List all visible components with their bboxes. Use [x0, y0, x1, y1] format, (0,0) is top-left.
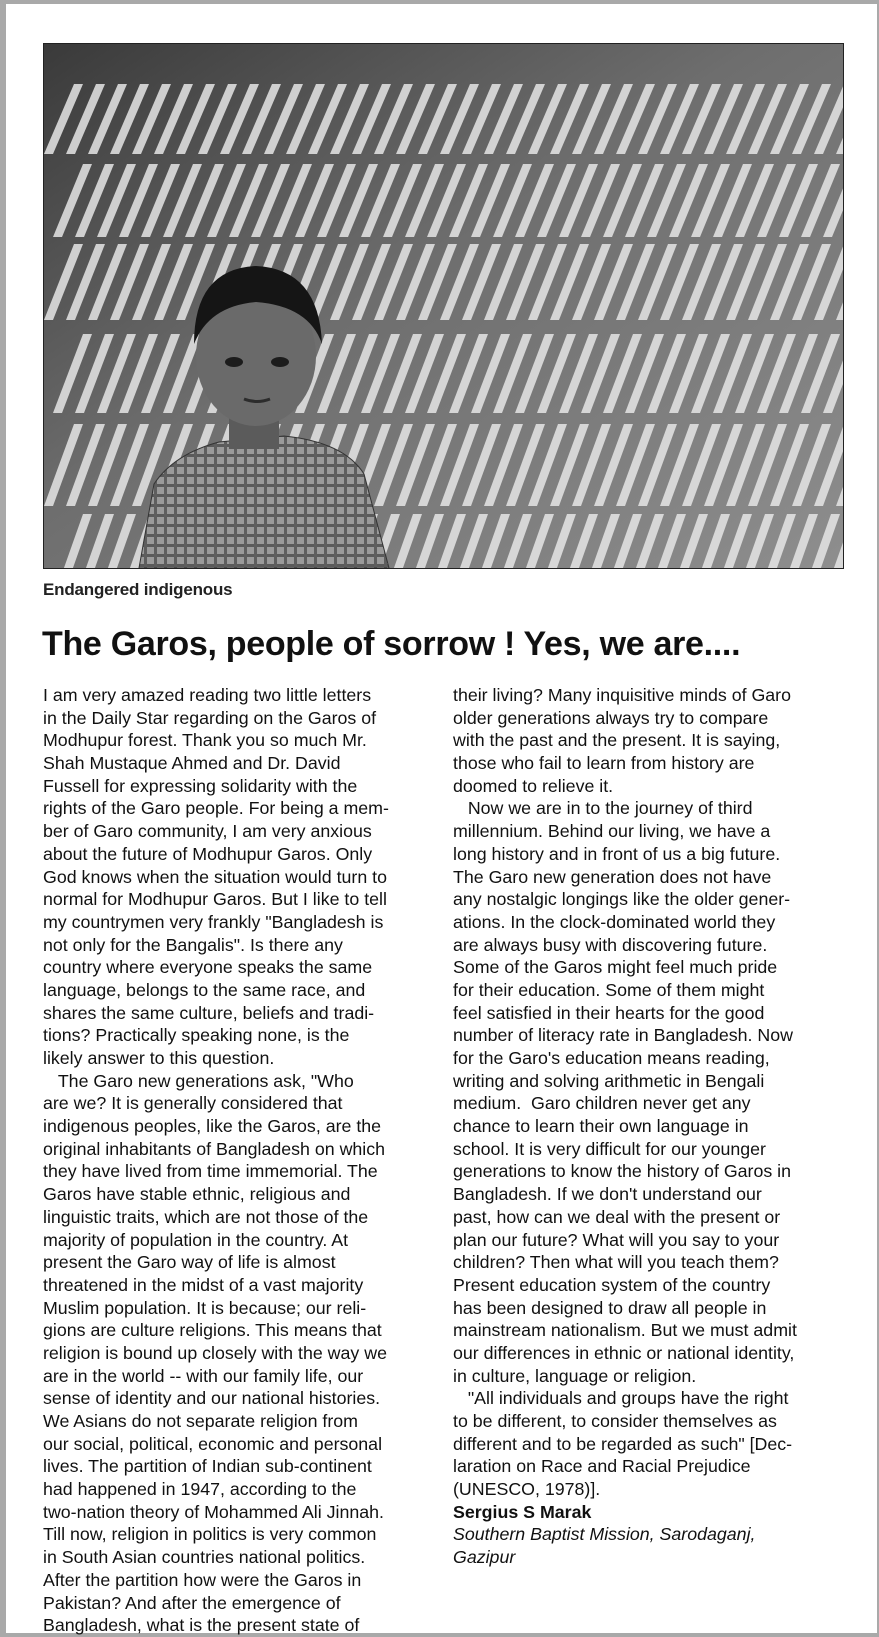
article-text-line: lives. The partition of Indian sub-continent: [43, 1456, 372, 1477]
article-text-line: (UNESCO, 1978)].: [453, 1479, 601, 1500]
article-text-line: doomed to relieve it.: [453, 775, 614, 796]
article-text-line: majority of population in the country. At: [43, 1229, 349, 1250]
article-text-line: threatened in the midst of a vast majority: [43, 1274, 364, 1295]
article-text-line: Bangladesh, what is the present state of: [43, 1615, 360, 1636]
article-text-line: millennium. Behind our living, we have a: [453, 821, 771, 842]
article-text-line: original inhabitants of Bangladesh on which: [43, 1138, 386, 1159]
article-text-line: I am very amazed reading two little letters: [43, 685, 372, 705]
article-text-line: for their education. Some of them might: [453, 979, 765, 1000]
article-text-line: Now we are in to the journey of third: [453, 798, 753, 819]
article-column-left: [43, 684, 438, 1637]
article-text-line: in South Asian countries national politics.: [43, 1547, 366, 1568]
article-text-line: plan our future? What will you say to your: [453, 1229, 780, 1250]
article-text-line: The Garo new generations ask, "Who: [43, 1070, 354, 1091]
article-text-line: mainstream nationalism. But we must admit: [453, 1320, 797, 1341]
article-headline: The Garos, people of sorrow ! Yes, we are....: [42, 625, 741, 663]
article-text-line: "All individuals and groups have the right: [453, 1388, 789, 1409]
article-text-line: normal for Modhupur Garos. But I like to tell: [43, 889, 387, 910]
article-text-line: language, belongs to the same race, and: [43, 979, 366, 1000]
article-text-line: long history and in front of us a big future.: [453, 843, 781, 864]
author-location: Gazipur: [453, 1547, 516, 1568]
article-text-line: God knows when the situation would turn to: [43, 866, 387, 887]
article-text-line: about the future of Modhupur Garos. Only: [43, 843, 373, 864]
article-text-line: Fussell for expressing solidarity with the: [43, 775, 358, 796]
article-text-line: Pakistan? And after the emergence of: [43, 1592, 341, 1613]
article-text-line: two-nation theory of Mohammed Ali Jinnah.: [43, 1501, 384, 1522]
article-text-line: writing and solving arithmetic in Bengali: [453, 1070, 765, 1091]
article-text-line: to be different, to consider themselves as: [453, 1411, 777, 1431]
article-text-line: shares the same culture, beliefs and tradi-: [43, 1002, 375, 1023]
article-text-line: their living? Many inquisitive minds of Garo: [453, 685, 791, 705]
article-text-line: Till now, religion in politics is very common: [43, 1524, 377, 1545]
photo-caption: Endangered indigenous: [43, 580, 233, 599]
author-name: Sergius S Marak: [453, 1501, 592, 1522]
article-photo: [43, 43, 844, 569]
article-text-line: Garos have stable ethnic, religious and: [43, 1184, 351, 1205]
article-text-line: they have lived from time immemorial. The: [43, 1161, 378, 1182]
article-text-line: Bangladesh. If we don't understand our: [453, 1184, 762, 1205]
article-text-line: ber of Garo community, I am very anxious: [43, 821, 372, 842]
article-text-line: for the Garo's education means reading,: [453, 1048, 770, 1068]
article-text-line: has been designed to draw all people in: [453, 1297, 767, 1318]
article-text-line: chance to learn their own language in: [453, 1116, 749, 1137]
author-affiliation: Southern Baptist Mission, Sarodaganj,: [453, 1524, 756, 1545]
article-text-line: indigenous peoples, like the Garos, are the: [43, 1116, 382, 1137]
article-text-line: children? Then what will you teach them?: [453, 1252, 779, 1273]
newspaper-page: [6, 4, 877, 1636]
article-text-line: number of literacy rate in Bangladesh. Now: [453, 1025, 793, 1046]
article-text-line: in culture, language or religion.: [453, 1365, 697, 1386]
article-text-line: our differences in ethnic or national identity,: [453, 1342, 795, 1363]
article-text-line: religion is bound up closely with the way we: [43, 1342, 387, 1363]
article-text-line: generations to know the history of Garos in: [453, 1161, 792, 1182]
article-column-right-body: [453, 684, 853, 1501]
article-text-line: After the partition how were the Garos in: [43, 1569, 362, 1590]
article-text-line: ations. In the clock-dominated world they: [453, 911, 776, 932]
article-column-right: [453, 684, 853, 1569]
article-text-line: in the Daily Star regarding on the Garos of: [43, 707, 377, 728]
article-text-line: Present education system of the country: [453, 1274, 771, 1295]
article-text-line: different and to be regarded as such" [Dec-: [453, 1433, 793, 1454]
article-text-line: those who fail to learn from history are: [453, 753, 755, 774]
article-text-line: had happened in 1947, according to the: [43, 1479, 357, 1500]
article-text-line: older generations always try to compare: [453, 707, 769, 728]
child-photo-illustration: [44, 44, 843, 568]
article-text-line: any nostalgic longings like the older gener-: [453, 889, 791, 910]
article-text-line: tions? Practically speaking none, is the: [43, 1025, 350, 1046]
article-text-line: not only for the Bangalis". Is there any: [43, 934, 343, 955]
article-text-line: likely answer to this question.: [43, 1048, 275, 1068]
article-text-line: present the Garo way of life is almost: [43, 1252, 336, 1273]
article-text-line: are in the world -- with our family life, our: [43, 1365, 364, 1386]
article-text-line: Muslim population. It is because; our reli-: [43, 1297, 367, 1318]
article-text-line: medium. Garo children never get any: [453, 1093, 751, 1114]
article-text-line: Modhupur forest. Thank you so much Mr.: [43, 730, 367, 751]
article-text-line: country where everyone speaks the same: [43, 957, 373, 978]
article-text-line: our social, political, economic and personal: [43, 1433, 383, 1454]
article-text-line: Shah Mustaque Ahmed and Dr. David: [43, 753, 341, 774]
article-text-line: are we? It is generally considered that: [43, 1093, 343, 1114]
article-text-line: are always busy with discovering future.: [453, 934, 768, 955]
article-text-line: Some of the Garos might feel much pride: [453, 957, 778, 978]
article-text-line: school. It is very difficult for our younger: [453, 1138, 766, 1159]
article-text-line: gions are culture religions. This means that: [43, 1320, 382, 1341]
article-text-line: laration on Race and Racial Prejudice: [453, 1456, 751, 1477]
article-text-line: feel satisfied in their hearts for the good: [453, 1002, 765, 1023]
article-text-line: The Garo new generation does not have: [453, 866, 772, 887]
article-text-line: with the past and the present. It is saying,: [453, 730, 781, 751]
article-text-line: sense of identity and our national histories.: [43, 1388, 381, 1409]
article-text-line: my countrymen very frankly "Bangladesh is: [43, 911, 384, 932]
article-text-line: rights of the Garo people. For being a mem-: [43, 798, 389, 819]
article-text-line: linguistic traits, which are not those of the: [43, 1206, 369, 1227]
article-text-line: past, how can we deal with the present or: [453, 1206, 781, 1227]
article-text-line: We Asians do not separate religion from: [43, 1411, 358, 1431]
